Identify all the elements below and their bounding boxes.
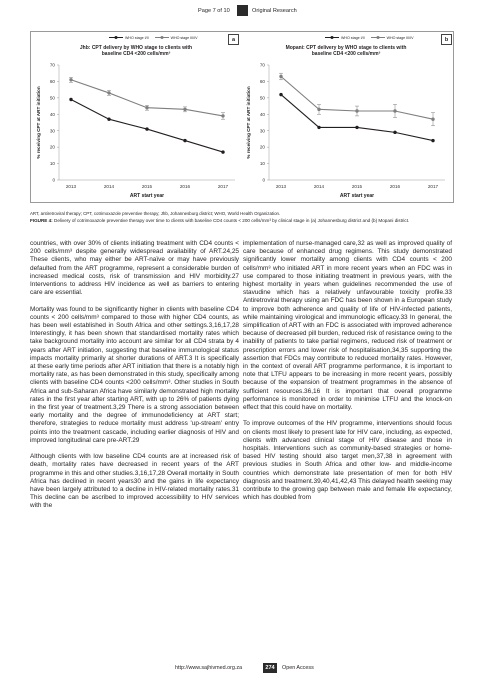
- data-point: [69, 98, 72, 101]
- y-tick-label: 60: [259, 79, 265, 85]
- data-point: [317, 108, 320, 111]
- x-tick-label: 2017: [217, 184, 229, 189]
- data-point: [107, 118, 110, 121]
- data-point: [279, 75, 282, 78]
- figure-abbreviations: ART, antiretroviral therapy; CPT, cotrimoxazole preventive therapy; Jhb, Johannesburg district; WHO, World Health Organization.: [30, 211, 281, 216]
- chart-panel-b: [241, 33, 451, 199]
- caption-text: Delivery of cotrimoxazole preventive therapy over time to clients with baseline CD4 counts < 200 cells/mm³ by clinical stage in (a) Johannesburg district and (b) Mopani district.: [52, 218, 410, 223]
- data-point: [393, 109, 396, 112]
- body-paragraph: Although clients with low baseline CD4 counts are at increased risk of death, mortality rates have decreased in recent years of the ART programme in this and other studies.3,16,17,28 Overall mortality in South Africa has declined in recent years30 and the gains in life expectancy have been largely attributed to a decline in HIV-related mortality rates.31 This decline can be ascribed to improved accessibility to HIV services with the: [30, 453, 239, 510]
- y-tick-label: 10: [49, 161, 55, 167]
- body-paragraph: To improve outcomes of the HIV programme, interventions should focus on clients most likely to present late for HIV care, including, as expected, clients with advanced clinical stage of HIV disease and those in hospitals. Interventions such as community-based strategies or home-based HIV testing should also target men,37,38 in agreement with previous studies in South Africa and other low- and middle-income countries which demonstrate late presentation of men for both HIV diagnosis and treatment.39,40,41,42,43 This delayed health seeking may contribute to the growing gap between male and female life expectancy, which has doubled from: [243, 420, 452, 502]
- line-chart: [31, 33, 241, 199]
- data-point: [107, 91, 110, 94]
- legend-label: WHO stage I/II: [125, 35, 149, 40]
- data-point: [183, 139, 186, 142]
- y-tick-label: 70: [259, 62, 265, 68]
- x-tick-label: 2016: [179, 184, 191, 189]
- y-tick-label: 60: [49, 79, 55, 85]
- x-tick-label: 2014: [313, 184, 325, 189]
- data-point: [183, 108, 186, 111]
- panel-letter: a: [228, 34, 239, 45]
- chart-title-line: baseline CD4 <200 cells/mm³: [101, 51, 171, 58]
- body-column-left: [30, 240, 239, 519]
- data-point: [279, 93, 282, 96]
- body-paragraph: countries, with over 30% of clients initiating treatment with CD4 counts < 200 cells/mm³ despite generally widespread availability of ART.24,25 These clients, who may either be ART-naïve or may have previously defaulted from the ART programme, represent a considerable burden of increased medical costs, risk of transmission and HIV morbidity.27 Interventions to address HIV incidence as well as barriers to entering care are essential.: [30, 240, 239, 297]
- chart-title-line: Jhb: CPT delivery by WHO stage to clients with: [79, 45, 193, 51]
- y-tick-label: 0: [262, 177, 265, 183]
- y-tick-label: 10: [259, 161, 265, 167]
- section-label: Original Research: [252, 8, 297, 14]
- y-axis-title: % receiving CPT at ART initiation: [246, 86, 251, 159]
- body-column-right: [243, 240, 452, 511]
- data-point: [221, 150, 224, 153]
- figure-caption: [30, 218, 452, 224]
- chart-title-line: Mopani: CPT delivery by WHO stage to clients with: [285, 45, 407, 51]
- y-tick-label: 30: [259, 128, 265, 134]
- y-tick-label: 20: [259, 144, 265, 150]
- x-tick-label: 2013: [65, 184, 77, 189]
- x-tick-label: 2016: [389, 184, 401, 189]
- data-point: [145, 106, 148, 109]
- y-tick-label: 40: [49, 111, 55, 117]
- legend-label: WHO stage III/IV: [386, 35, 414, 40]
- y-tick-label: 30: [49, 128, 55, 134]
- header-marker: [237, 5, 248, 16]
- data-point: [221, 114, 224, 117]
- page-header: [0, 5, 480, 19]
- open-access-label: Open Access: [282, 665, 314, 671]
- chart-title-line: baseline CD4 <200 cells/mm³: [311, 51, 381, 58]
- y-tick-label: 0: [52, 177, 55, 183]
- series-line: [281, 95, 433, 141]
- body-paragraph: Mortality was found to be significantly higher in clients with baseline CD4 counts < 200 cells/mm³ compared to those with higher CD4 counts, as has been well established in South Africa and other settings.3,16,17,28 Interestingly, it has been shown that standardised mortality rates which take background mortality into account are similar for all CD4 strata by 4 years after ART initiation, suggesting that baseline immunological status impacts mortality primarily at shorter durations of ART.3 It is specifically at these early time periods after ART initiation that there is a notably high mortality rate, as has been demonstrated in this study, specifically among clients with baseline CD4 counts <200 cells/mm³. Other studies in South Africa and sub-Saharan Africa have similarly demonstrated high mortality rates in the first year after starting ART, with up to 26% of patients dying in the first year of treatment.3,29 There is a strong association between early mortality and the degree of immunodeficiency at ART start; therefore, strategies to reduce mortality must address 'up-stream' entry points into the treatment cascade, including earlier diagnosis of HIV and improved longitudinal care pre-ART.29: [30, 305, 239, 444]
- data-point: [69, 78, 72, 81]
- data-point: [355, 126, 358, 129]
- data-point: [431, 139, 434, 142]
- y-tick-label: 50: [259, 95, 265, 101]
- y-tick-label: 70: [49, 62, 55, 68]
- y-tick-label: 40: [259, 111, 265, 117]
- panel-letter: b: [441, 34, 452, 45]
- chart-panel-a: [31, 33, 241, 199]
- data-point: [393, 131, 396, 134]
- caption-label: FIGURE 4:: [30, 218, 53, 223]
- x-tick-label: 2015: [351, 184, 363, 189]
- line-chart: [241, 33, 451, 199]
- x-axis-title: ART start year: [129, 193, 165, 199]
- x-axis-title: ART start year: [339, 193, 375, 199]
- y-tick-label: 20: [49, 144, 55, 150]
- y-tick-label: 50: [49, 95, 55, 101]
- page-label: Page 7 of 10: [198, 8, 230, 14]
- y-axis-title: % receiving CPT at ART initiation: [36, 86, 41, 159]
- data-point: [317, 126, 320, 129]
- body-paragraph: implementation of nurse-managed care,32 as well as improved quality of care because of enhanced drug regimens. This study demonstrated significantly lower mortality among clients with CD4 counts < 200 cells/mm³ who initiated ART in more recent years when an FDC was in use compared to those initiating treatment in previous years, with the highest mortality in years when guidelines recommended the use of stavudine which has a relatively unfavourable toxicity profile.33 Antiretroviral therapy using an FDC has been shown in a European study to improve both adherence and quality of life of HIV-infected patients, while maintaining virological and immunologic efficacy.33 In general, the simplification of ART with an FDC is associated with improved adherence because of decreased pill burden, reduced risk of resistance owing to the inability of patients to take partial regimens, reduced risk of treatment or prescription errors and lower risk of hospitalisation,34,35 supporting the assertion that FDCs may contribute to reduced mortality rates. However, in the context of overall ART programme performance, it is important to note that LTFU appears to be increasing in more recent years, possibly because of the expansion of treatment programmes in the absence of sufficient resources.36,16 It is important that overall programme performance is monitored in order to minimise LTFU and the knock-on effect that this could have on mortality.: [243, 240, 452, 412]
- legend-label: WHO stage I/II: [341, 35, 365, 40]
- x-tick-label: 2015: [141, 184, 153, 189]
- x-tick-label: 2017: [427, 184, 439, 189]
- data-point: [355, 109, 358, 112]
- series-line: [71, 80, 223, 116]
- data-point: [145, 127, 148, 130]
- journal-link[interactable]: http://www.sajhivmed.org.za: [175, 665, 243, 671]
- x-tick-label: 2014: [103, 184, 115, 189]
- x-tick-label: 2013: [275, 184, 287, 189]
- data-point: [431, 118, 434, 121]
- page-number: 274: [263, 663, 277, 673]
- legend-label: WHO stage III/IV: [170, 35, 198, 40]
- page-footer: [0, 662, 480, 676]
